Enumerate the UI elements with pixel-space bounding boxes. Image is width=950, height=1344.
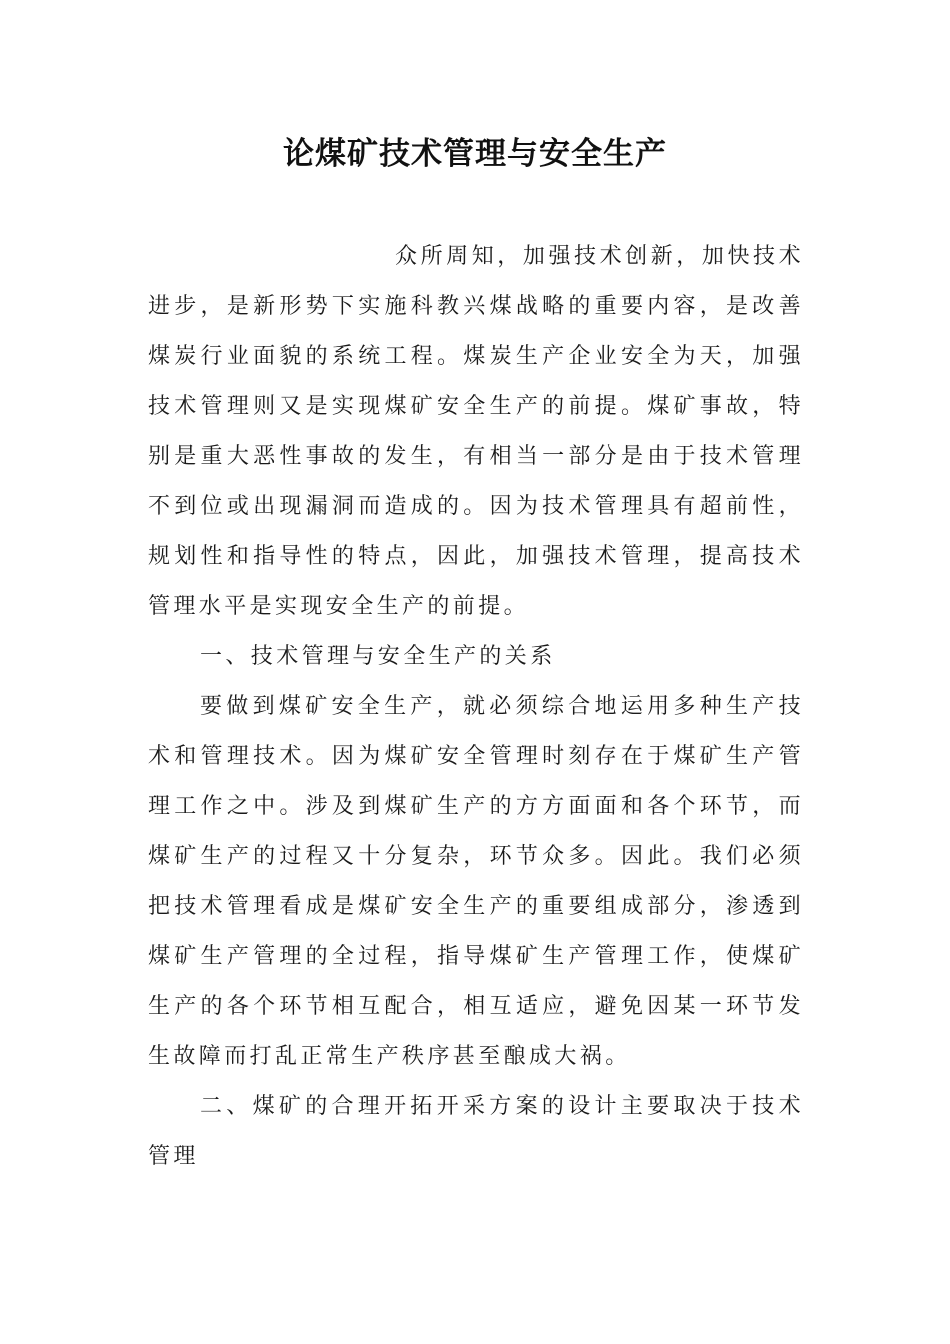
- section-paragraph-1: 要做到煤矿安全生产，就必须综合地运用多种生产技术和管理技术。因为煤矿安全管理时刻存在于煤矿生产管理工作之中。涉及到煤矿生产的方方面面和各个环节，而煤矿生产的过程又十分复杂，环节众多。因此。我们必须把技术管理看成是煤矿安全生产的重要组成部分，渗透到煤矿生产管理的全过程，指导煤矿生产管理工作，使煤矿生产的各个环节相互配合，相互适应，避免因某一环节发生故障而打乱正常生产秩序甚至酿成大祸。: [148, 694, 804, 1069]
- document-title: 论煤矿技术管理与安全生产: [283, 136, 667, 172]
- section-heading-1: 一、技术管理与安全生产的关系: [200, 644, 556, 669]
- section-heading-2: 二、煤矿的合理开拓开采方案的设计主要取决于技术管理: [148, 1094, 804, 1169]
- intro-paragraph: 众所周知，加强技术创新，加快技术进步，是新形势下实施科教兴煤战略的重要内容，是改善煤炭行业面貌的系统工程。煤炭生产企业安全为天，加强技术管理则又是实现煤矿安全生产的前提。煤矿事故，特别是重大恶性事故的发生，有相当一部分是由于技术管理不到位或出现漏洞而造成的。因为技术管理具有超前性，规划性和指导性的特点，因此，加强技术管理，提高技术管理水平是实现安全生产的前提。: [148, 244, 804, 619]
- document-body: [148, 232, 804, 1182]
